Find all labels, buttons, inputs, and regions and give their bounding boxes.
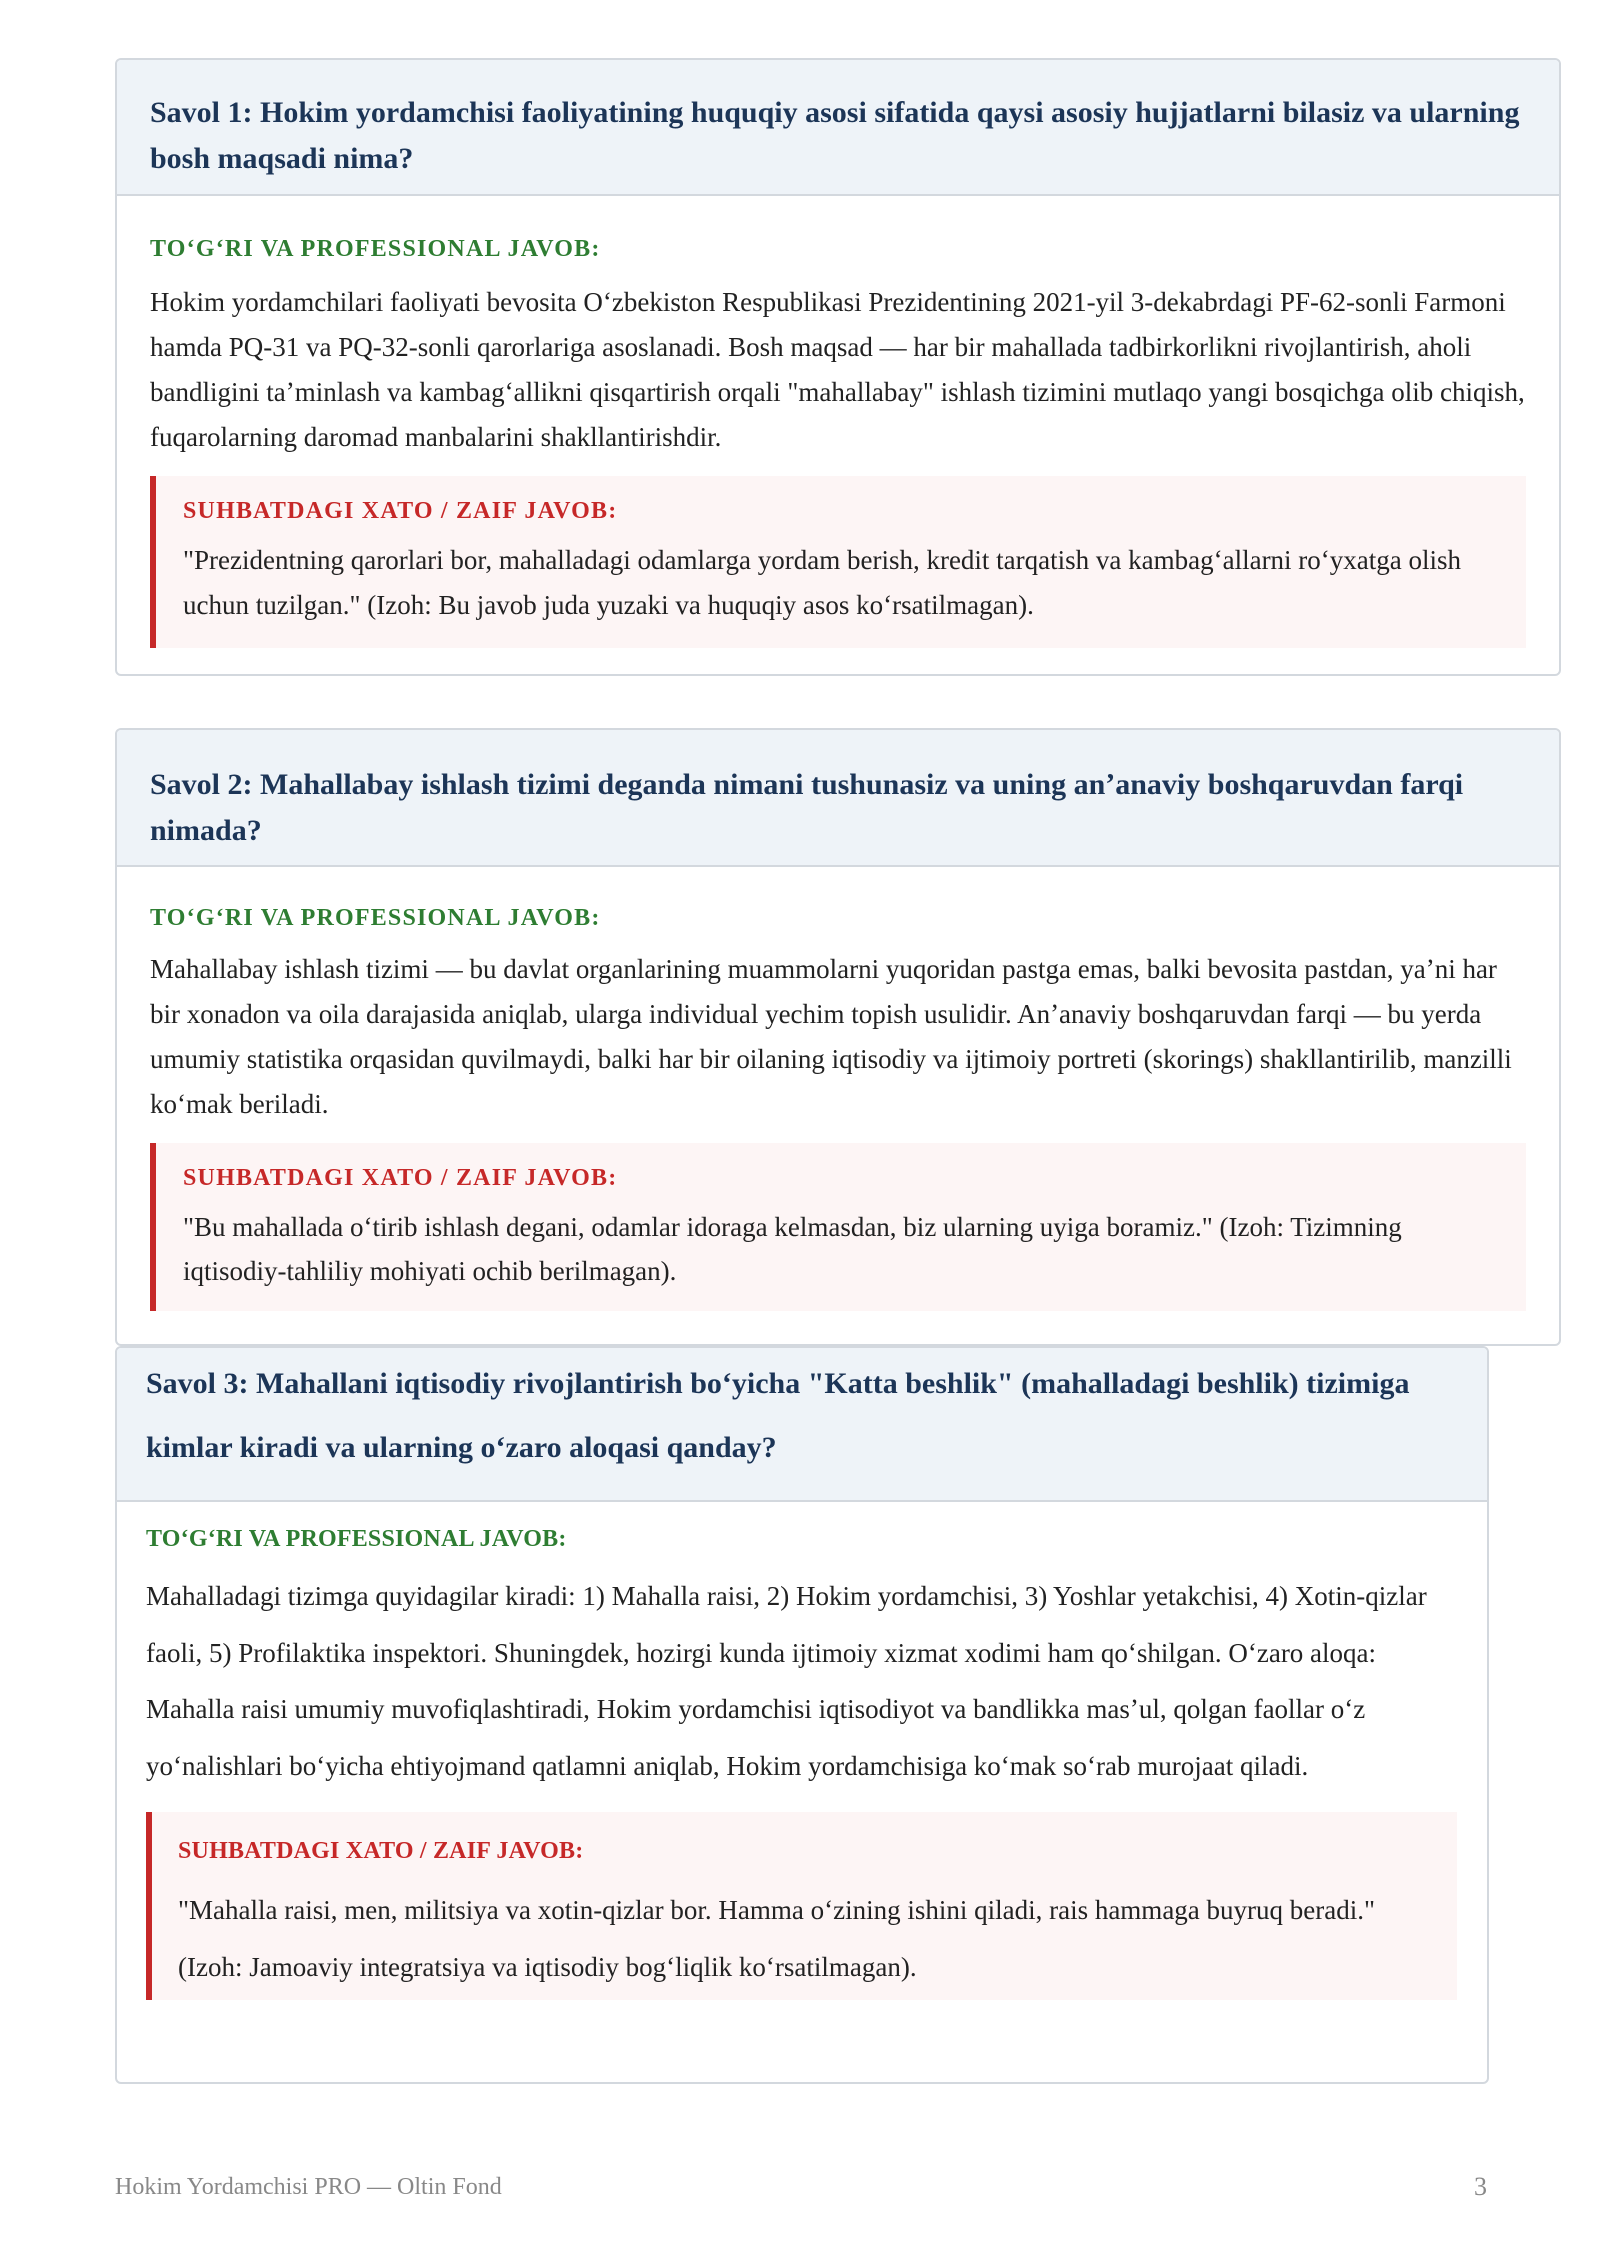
correct-answer-text: Mahallabay ishlash tizimi — bu davlat organlarining muammolarni yuqoridan pastga emas, balki bevosita pastdan, yaʼni har bir xonadon va oila darajasida aniqlab, ularga individual yechim topish usulidir. Anʼanaviy boshqaruvdan farqi — bu yerda umumiy statistika orqasidan quvilmaydi, balki har bir oilaning iqtisodiy va ijtimoiy portreti (skorings) shakllantirilib, manzilli koʻmak beriladi. [150,954,1512,1119]
question-title: Savol 3: Mahallani iqtisodiy rivojlantirish boʻyicha "Katta beshlik" (mahalladagi beshlik) tizimiga kimlar kiradi va ularning oʻzaro aloqasi qanday? [146,1367,1410,1464]
question-title: Savol 2: Mahallabay ishlash tizimi deganda nimani tushunasiz va uning anʼanaviy boshqaruvdan farqi nimada? [150,768,1464,847]
correct-answer-label: TOʻGʻRI VA PROFESSIONAL JAVOB: [150,905,601,931]
question-header [117,1348,1487,1502]
footer-title: Hokim Yordamchisi PRO — Oltin Fond [115,2174,502,2200]
question-title: Savol 1: Hokim yordamchisi faoliyatining huquqiy asosi sifatida qaysi asosiy hujjatlarni bilasiz va ularning bosh maqsadi nima? [150,96,1520,175]
question-header [117,730,1559,867]
correct-answer-text: Mahalladagi tizimga quyidagilar kiradi: 1) Mahalla raisi, 2) Hokim yordamchisi, 3) Yoshlar yetakchisi, 4) Xotin-qizlar faoli, 5) Profilaktika inspektori. Shuningdek, hozirgi kunda ijtimoiy xizmat xodimi ham qoʻshilgan. Oʻzaro aloqa: Mahalla raisi umumiy muvofiqlashtiradi, Hokim yordamchisi iqtisodiyot va bandlikka masʼul, qolgan faollar oʻz yoʻnalishlari boʻyicha ehtiyojmand qatlamni aniqlab, Hokim yordamchisiga koʻmak soʻrab murojaat qiladi. [146,1581,1427,1781]
wrong-answer-box [150,476,1526,648]
correct-answer-label: TOʻGʻRI VA PROFESSIONAL JAVOB: [150,236,601,262]
question-header [117,60,1559,196]
question-card-2 [115,728,1561,1346]
question-card-1 [115,58,1561,676]
question-body [117,867,1559,1311]
question-body [117,1502,1487,2000]
wrong-answer-label: SUHBATDAGI XATO / ZAIF JAVOB: [183,1165,618,1191]
question-body [117,196,1559,648]
correct-answer-text: Hokim yordamchilari faoliyati bevosita Oʻzbekiston Respublikasi Prezidentining 2021-yil 3-dekabrdagi PF-62-sonli Farmoni hamda PQ-31 va PQ-32-sonli qarorlariga asoslanadi. Bosh maqsad — har bir mahallada tadbirkorlikni rivojlantirish, aholi bandligini taʼminlash va kambagʻallikni qisqartirish orqali "mahallabay" ishlash tizimini mutlaqo yangi bosqichga olib chiqish, fuqarolarning daromad manbalarini shakllantirishdir. [150,287,1525,452]
wrong-answer-text: "Bu mahallada oʻtirib ishlash degani, odamlar idoraga kelmasdan, biz ularning uyiga boramiz." (Izoh: Tizimning iqtisodiy-tahliliy mohiyati ochib berilmagan). [183,1212,1402,1286]
wrong-answer-box [150,1143,1526,1311]
question-card-3 [115,1346,1489,2084]
wrong-answer-label: SUHBATDAGI XATO / ZAIF JAVOB: [178,1838,584,1864]
wrong-answer-text: "Mahalla raisi, men, militsiya va xotin-qizlar bor. Hamma oʻzining ishini qiladi, rais hammaga buyruq beradi." (Izoh: Jamoaviy integratsiya va iqtisodiy bogʻliqlik koʻrsatilmagan). [178,1895,1376,1982]
page-number: 3 [1474,2172,1487,2201]
wrong-answer-box [146,1812,1457,2000]
correct-answer-label: TOʻGʻRI VA PROFESSIONAL JAVOB: [146,1526,567,1552]
wrong-answer-label: SUHBATDAGI XATO / ZAIF JAVOB: [183,498,618,524]
wrong-answer-text: "Prezidentning qarorlari bor, mahalladagi odamlarga yordam berish, kredit tarqatish va kambagʻallarni roʻyxatga olish uchun tuzilgan." (Izoh: Bu javob juda yuzaki va huquqiy asos koʻrsatilmagan). [183,545,1462,620]
